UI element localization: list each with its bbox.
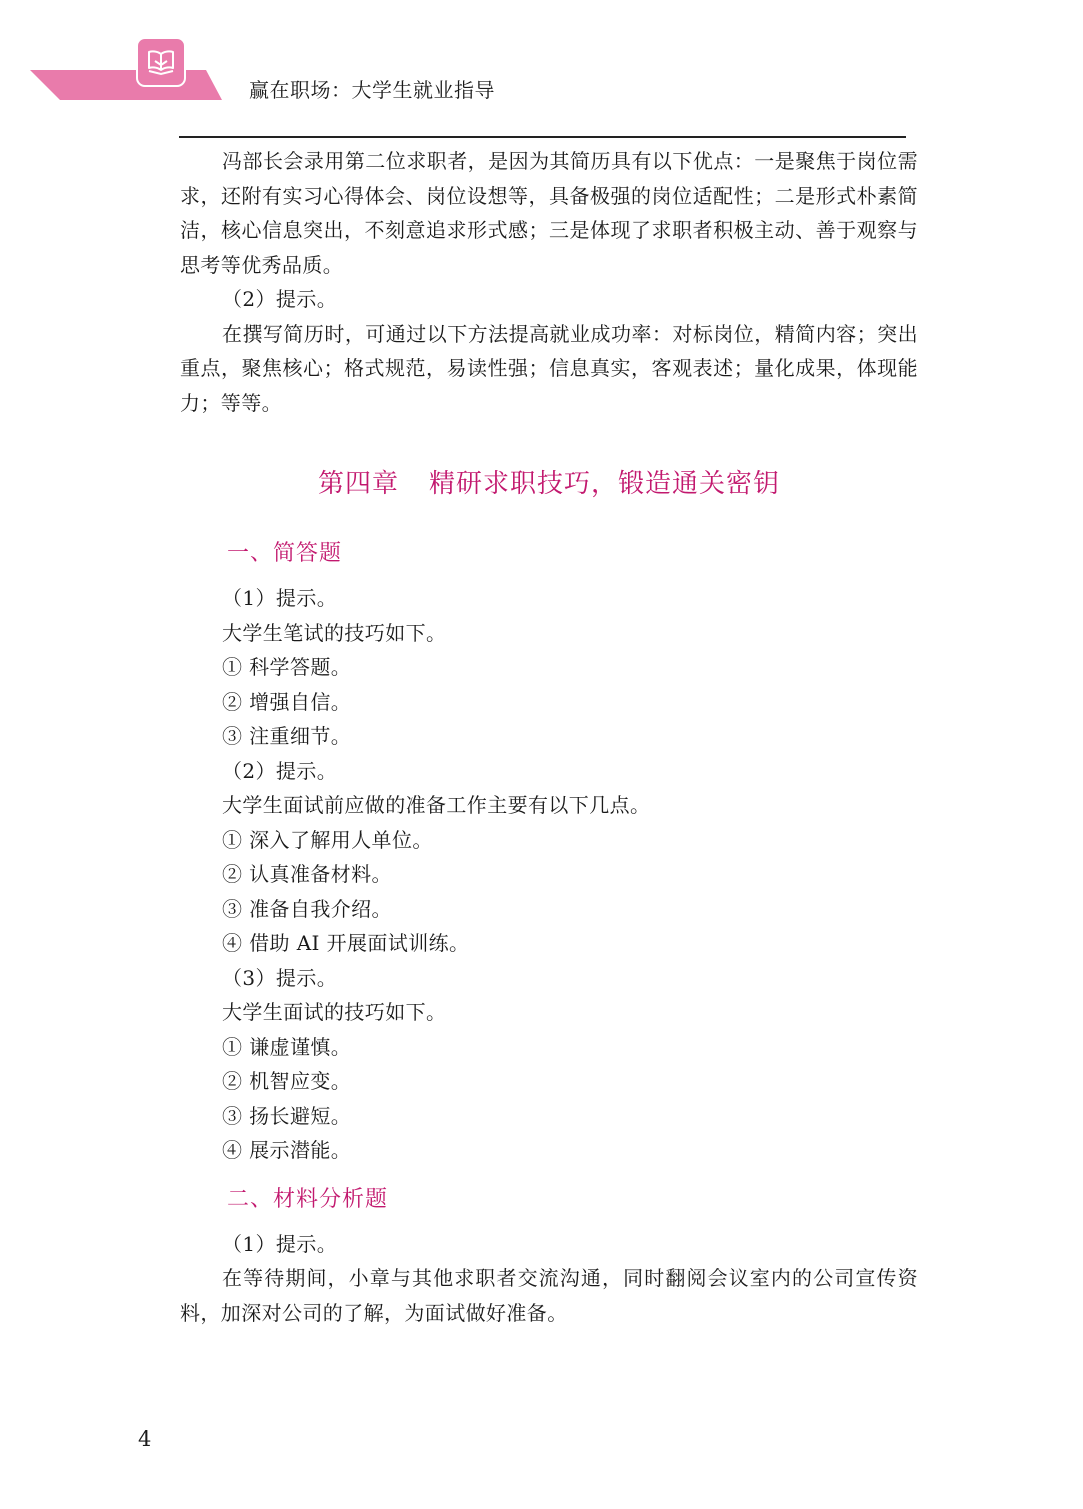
list-item: ② 增强自信。 (222, 689, 352, 714)
list-item: ③ 扬长避短。 (222, 1103, 352, 1128)
section-heading-material-analysis: 二、材料分析题 (227, 1186, 389, 1212)
list-item: ② 认真准备材料。 (222, 862, 392, 886)
q1-hint: （1）提示。 (222, 586, 338, 610)
header-accent-band (30, 70, 222, 100)
s2-q1-hint: （1）提示。 (222, 1231, 338, 1256)
list-item: ③ 准备自我介绍。 (222, 896, 392, 921)
book-title: 赢在职场：大学生就业指导 (249, 78, 495, 102)
list-item: ① 科学答题。 (222, 655, 352, 679)
intro-hint-label: （2）提示。 (222, 287, 338, 311)
chapter-heading (180, 463, 918, 500)
chapter-title: 精研求职技巧，锻造通关密钥 (429, 469, 781, 499)
q2-hint: （2）提示。 (222, 758, 338, 783)
chapter-number: 第四章 (317, 469, 399, 499)
open-book-icon (136, 37, 186, 87)
s2-q1-paragraph: 在等待期间，小章与其他求职者交流沟通，同时翻阅会议室内的公司宣传资料，加深对公司的了解，为面试做好准备。 (180, 1266, 918, 1325)
q3-hint: （3）提示。 (222, 965, 338, 990)
intro-paragraph-1: 冯部长会录用第二位求职者，是因为其简历具有以下优点：一是聚焦于岗位需求，还附有实习心得体会、岗位设想等，具备极强的岗位适配性；二是形式朴素简洁，核心信息突出，不刻意追求形式感；三是体现了求职者积极主动、善于观察与思考等优秀品质。 (180, 149, 918, 277)
header-rule (179, 136, 906, 138)
list-item: ① 深入了解用人单位。 (222, 827, 433, 852)
q2-lead: 大学生面试前应做的准备工作主要有以下几点。 (222, 793, 651, 817)
list-item: ① 谦虚谨慎。 (222, 1034, 352, 1059)
page-content (180, 144, 918, 1330)
intro-paragraph-2: 在撰写简历时，可通过以下方法提高就业成功率：对标岗位，精简内容；突出重点，聚焦核心；格式规范，易读性强；信息真实，客观表述；量化成果，体现能力；等等。 (180, 321, 918, 415)
page-number: 4 (138, 1427, 152, 1451)
list-item: ③ 注重细节。 (222, 724, 352, 748)
list-item: ② 机智应变。 (222, 1069, 352, 1093)
list-item: ④ 借助 AI 开展面试训练。 (222, 931, 470, 955)
list-item: ④ 展示潜能。 (222, 1138, 352, 1162)
section-heading-short-answer: 一、简答题 (227, 541, 343, 566)
q1-lead: 大学生笔试的技巧如下。 (222, 620, 447, 645)
q3-lead: 大学生面试的技巧如下。 (222, 1000, 447, 1024)
